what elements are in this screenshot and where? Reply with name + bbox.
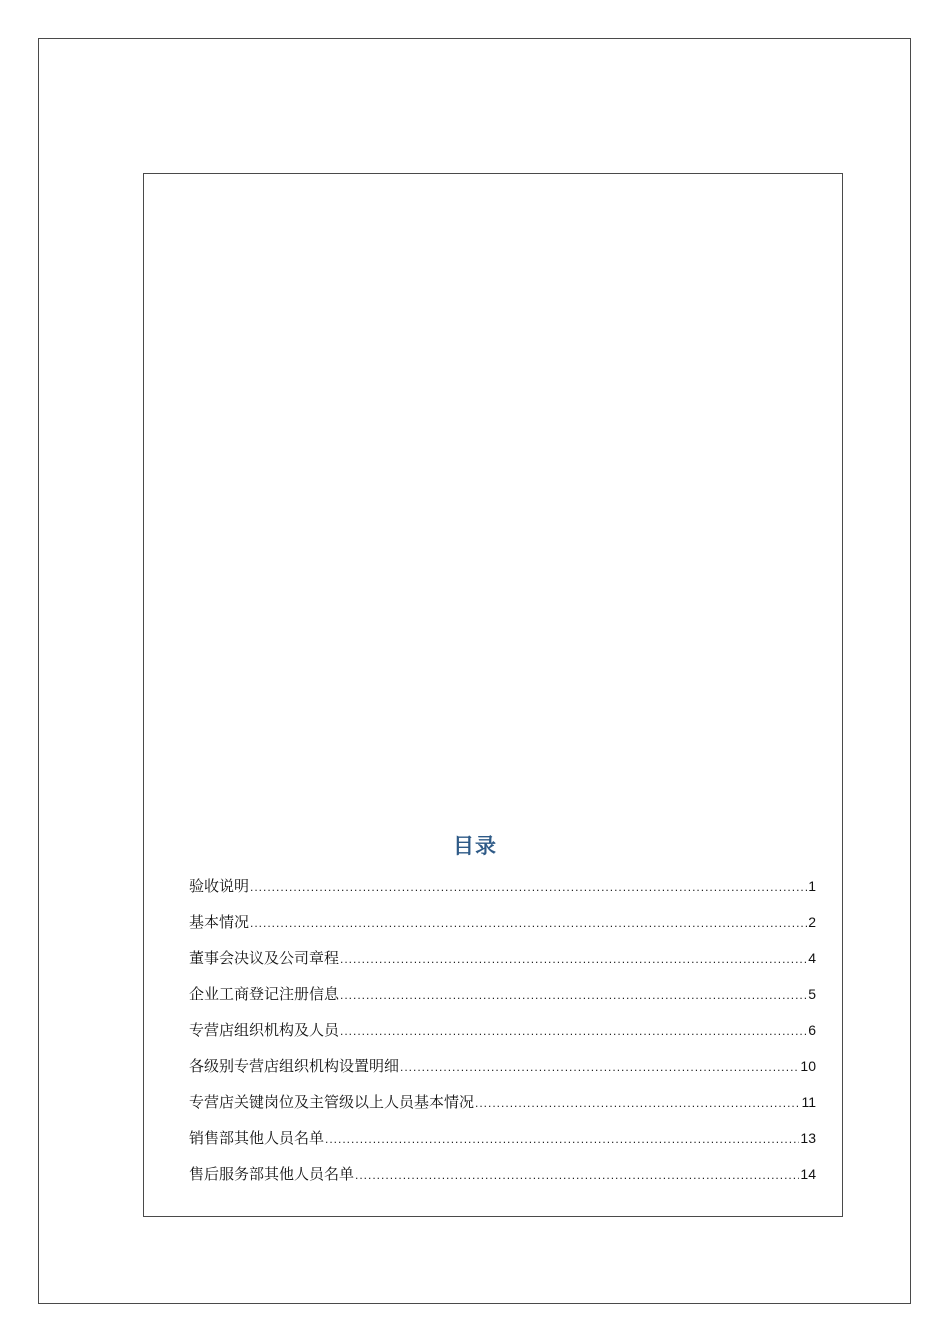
toc-leader-dots	[250, 869, 807, 905]
toc-entry-page: 13	[800, 1130, 816, 1146]
toc-entry-label: 各级别专营店组织机构设置明细	[189, 1057, 400, 1075]
toc-leader-dots	[355, 1157, 799, 1193]
toc-entry[interactable]	[189, 1048, 816, 1084]
toc-leader-dots	[475, 1085, 800, 1121]
toc-entry[interactable]	[189, 1012, 816, 1048]
toc-entry-page: 6	[808, 1022, 816, 1038]
toc-leader-dots	[340, 941, 807, 977]
toc-entry[interactable]	[189, 976, 816, 1012]
toc-entry-label: 销售部其他人员名单	[189, 1129, 325, 1147]
toc-leader-dots	[340, 977, 807, 1013]
table-of-contents	[189, 868, 816, 1192]
toc-entry[interactable]	[189, 1156, 816, 1192]
toc-entry-label: 专营店关键岗位及主管级以上人员基本情况	[189, 1093, 475, 1111]
toc-entry-page: 11	[801, 1094, 816, 1110]
toc-title: 目录	[453, 834, 497, 858]
toc-entry[interactable]	[189, 868, 816, 904]
toc-entry-page: 4	[808, 950, 816, 966]
toc-entry[interactable]	[189, 1084, 816, 1120]
toc-leader-dots	[340, 1013, 807, 1049]
toc-entry-label: 验收说明	[189, 877, 250, 895]
toc-entry-page: 2	[808, 914, 816, 930]
toc-leader-dots	[400, 1049, 799, 1085]
toc-entry-page: 1	[808, 878, 816, 894]
toc-leader-dots	[250, 905, 807, 941]
toc-leader-dots	[325, 1121, 799, 1157]
toc-entry-label: 基本情况	[189, 913, 250, 931]
toc-entry-page: 10	[800, 1058, 816, 1074]
toc-entry-label: 售后服务部其他人员名单	[189, 1165, 355, 1183]
toc-entry[interactable]	[189, 940, 816, 976]
toc-entry-label: 企业工商登记注册信息	[189, 985, 340, 1003]
toc-entry-page: 5	[808, 986, 816, 1002]
toc-entry-label: 董事会决议及公司章程	[189, 949, 340, 967]
toc-entry-label: 专营店组织机构及人员	[189, 1021, 340, 1039]
toc-entry[interactable]	[189, 1120, 816, 1156]
toc-entry[interactable]	[189, 904, 816, 940]
toc-entry-page: 14	[800, 1166, 816, 1182]
